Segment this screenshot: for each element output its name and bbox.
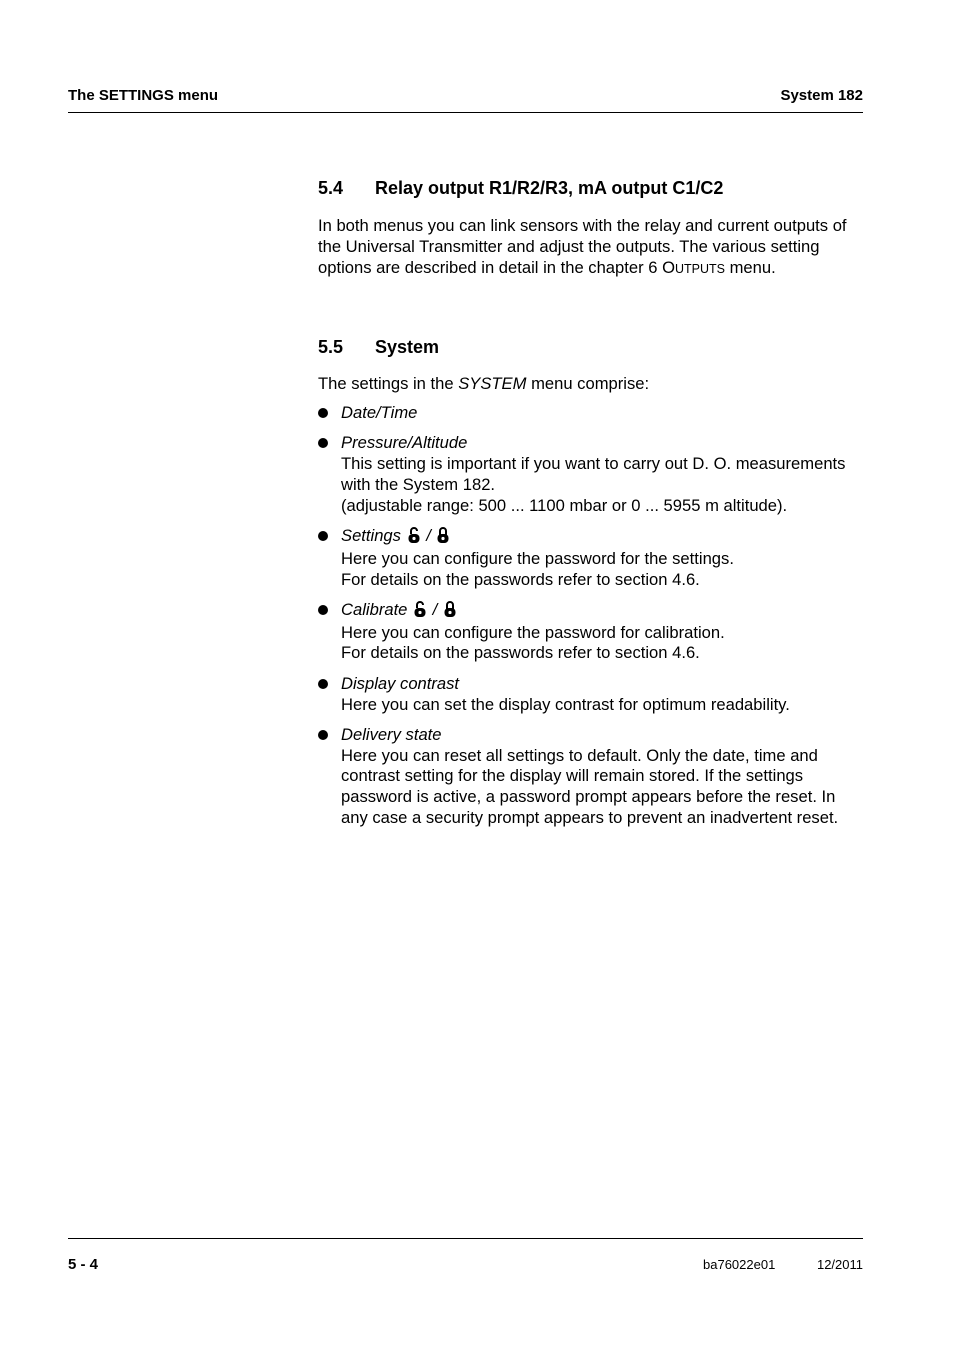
- item-title: Date/Time: [341, 403, 418, 422]
- bullet-icon: [318, 679, 328, 689]
- document-id: ba76022e01: [703, 1257, 776, 1272]
- padlock-open-icon: [408, 527, 420, 549]
- item-title-row: [341, 600, 866, 623]
- body-text: In both menus you can link sensors with the relay and current outputs of the Universal Transmitter and adjust the outputs. The various setting options are described in detail in the chapter 6 O: [318, 216, 847, 277]
- bullet-icon: [318, 730, 328, 740]
- item-description: Here you can reset all settings to default. Only the date, time and contrast setting for the display will remain stored. If the settings password is active, a password prompt appears before the reset. In any case a security prompt appears to prevent an inadvertent reset.: [341, 745, 839, 828]
- list-item-settings: [318, 526, 866, 590]
- item-description-2: For details on the passwords refer to section 4.6.: [341, 643, 700, 663]
- item-description: Here you can set the display contrast for optimum readability.: [341, 694, 790, 714]
- bullet-icon: [318, 531, 328, 541]
- header-rule: [68, 112, 863, 113]
- intro-text: The settings in the: [318, 374, 459, 393]
- page-number: 5 - 4: [68, 1256, 99, 1273]
- bullet-icon: [318, 605, 328, 615]
- item-title: Display contrast: [341, 673, 460, 693]
- separator: /: [426, 525, 431, 545]
- list-item-pressure-altitude: [318, 433, 866, 516]
- running-header-title: The SETTINGS menu: [68, 87, 219, 104]
- list-item-date-time: [318, 403, 866, 424]
- intro-text-end: menu comprise:: [526, 374, 650, 393]
- section-title: System: [375, 337, 440, 357]
- item-description: This setting is important if you want to carry out D. O. measurements with the System 182.: [341, 454, 846, 494]
- section-number: 5.5: [318, 337, 344, 357]
- separator: /: [432, 599, 438, 619]
- outputs-smallcaps: UTPUTS: [674, 261, 725, 276]
- section-5-4-body: [318, 216, 866, 279]
- bullet-icon: [318, 438, 328, 448]
- document-date: 12/2011: [816, 1257, 863, 1272]
- item-title-row: [341, 526, 866, 549]
- list-item-display-contrast: [318, 674, 866, 716]
- item-title: Pressure/Altitude: [341, 433, 468, 453]
- item-description: Here you can configure the password for calibration.: [341, 622, 725, 642]
- section-5-5-intro: [318, 374, 866, 395]
- padlock-closed-icon: [444, 601, 456, 623]
- padlock-closed-icon: [437, 527, 449, 549]
- body-text-end: menu.: [724, 257, 776, 277]
- list-item-delivery-state: [318, 725, 866, 829]
- section-title: Relay output R1/R2/R3, mA output C1/C2: [375, 178, 724, 198]
- system-menu-name: SYSTEM: [458, 374, 527, 393]
- padlock-open-icon: [414, 601, 426, 623]
- section-5-4-heading: [318, 177, 866, 199]
- footer-rule: [68, 1238, 863, 1239]
- system-settings-list: [318, 403, 866, 838]
- item-title: Calibrate: [341, 599, 408, 619]
- item-description-2: (adjustable range: 500 ... 1100 mbar or 0 ... 5955 m altitude).: [341, 495, 788, 515]
- bullet-icon: [318, 408, 328, 418]
- section-5-5-heading: [318, 336, 866, 358]
- item-title: Settings: [341, 525, 401, 545]
- section-number: 5.4: [318, 178, 344, 198]
- item-description-2: For details on the passwords refer to section 4.6.: [341, 569, 700, 589]
- item-description: Here you can configure the password for the settings.: [341, 548, 734, 568]
- list-item-calibrate: [318, 600, 866, 664]
- running-header-product: System 182: [780, 87, 863, 104]
- item-title: Delivery state: [341, 724, 442, 744]
